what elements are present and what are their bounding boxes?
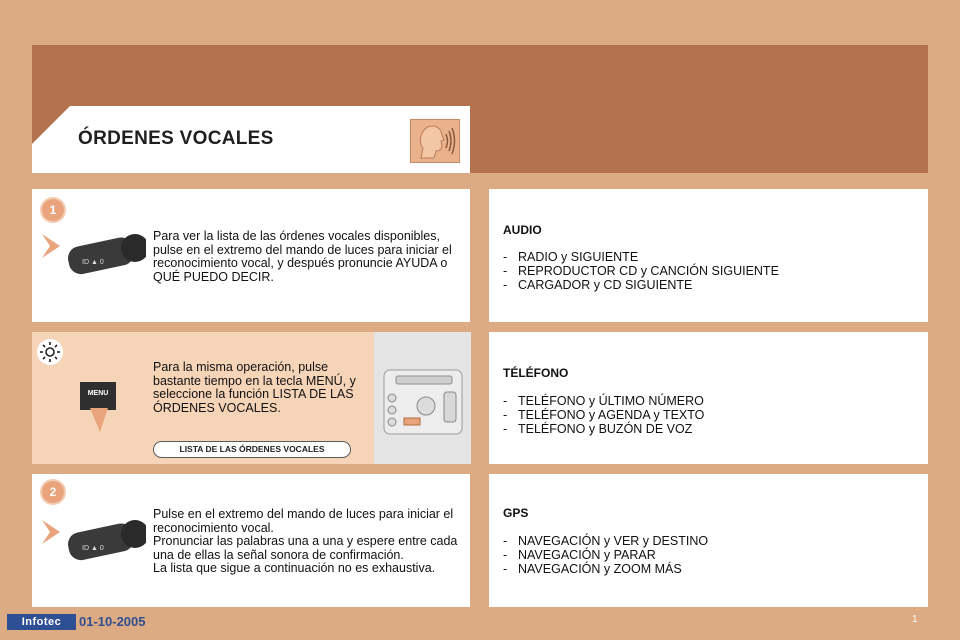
- gps-heading: GPS: [503, 506, 529, 520]
- audio-heading: AUDIO: [503, 223, 542, 237]
- audio-list: [503, 250, 779, 292]
- audio-panel: [489, 189, 928, 322]
- tip-text: Para la misma operación, pulse bastante tiempo en la tecla MENÚ, y seleccione la función LISTA DE LAS ÓRDENES VOCALES.: [153, 360, 356, 415]
- page-number: 1: [912, 614, 918, 625]
- gps-panel: [489, 474, 928, 607]
- light-icon: [36, 338, 64, 366]
- list-item: - TELÉFONO y ÚLTIMO NÚMERO: [503, 394, 704, 408]
- footer-date: 01-10-2005: [79, 614, 146, 629]
- step2-text-line3: La lista que sigue a continuación no es exhaustiva.: [153, 561, 436, 576]
- step1-badge: 1: [42, 199, 64, 221]
- list-item: - RADIO y SIGUIENTE: [503, 250, 779, 264]
- page-title: ÓRDENES VOCALES: [78, 128, 274, 149]
- step2-text-line2: Pronunciar las palabras una a una y espere entre cada una de ellas la señal sonora de confirmación.: [153, 534, 458, 562]
- step2-badge: 2: [42, 481, 64, 503]
- step2-text: [153, 508, 465, 576]
- light-stalk-illustration: [40, 220, 146, 286]
- step2-text-line1: Pulse en el extremo del mando de luces para iniciar el reconocimiento vocal.: [153, 507, 454, 535]
- voice-list-label: LISTA DE LAS ÓRDENES VOCALES: [153, 441, 351, 458]
- svg-text:ID ▲ 0: ID ▲ 0: [82, 259, 104, 266]
- list-item: - CARGADOR y CD SIGUIENTE: [503, 278, 779, 292]
- infotec-logo: Infotec: [7, 614, 76, 630]
- menu-button-illustration: [80, 382, 118, 434]
- voice-command-icon: [410, 119, 460, 163]
- list-item: - NAVEGACIÓN y PARAR: [503, 548, 708, 562]
- list-item: - NAVEGACIÓN y ZOOM MÁS: [503, 562, 708, 576]
- svg-text:ID ▲ 0: ID ▲ 0: [82, 545, 104, 552]
- list-item: - NAVEGACIÓN y VER y DESTINO: [503, 534, 708, 548]
- step1-text: Para ver la lista de las órdenes vocales disponibles, pulse en el extremo del mando de luces para iniciar el reconocimiento vocal, y después pronuncie AYUDA o QUÉ PUEDO DECIR.: [153, 229, 452, 284]
- list-item: - TELÉFONO y BUZÓN DE VOZ: [503, 422, 704, 436]
- gps-list: [503, 534, 708, 576]
- list-item: - REPRODUCTOR CD y CANCIÓN SIGUIENTE: [503, 264, 779, 278]
- radio-illustration: [374, 332, 471, 464]
- list-item: - TELÉFONO y AGENDA y TEXTO: [503, 408, 704, 422]
- light-stalk-illustration-2: [40, 506, 146, 572]
- menu-button-label: MENU: [87, 390, 109, 397]
- telefono-heading: TÉLÉFONO: [503, 366, 569, 380]
- telefono-list: [503, 394, 704, 436]
- telefono-panel: [489, 332, 928, 464]
